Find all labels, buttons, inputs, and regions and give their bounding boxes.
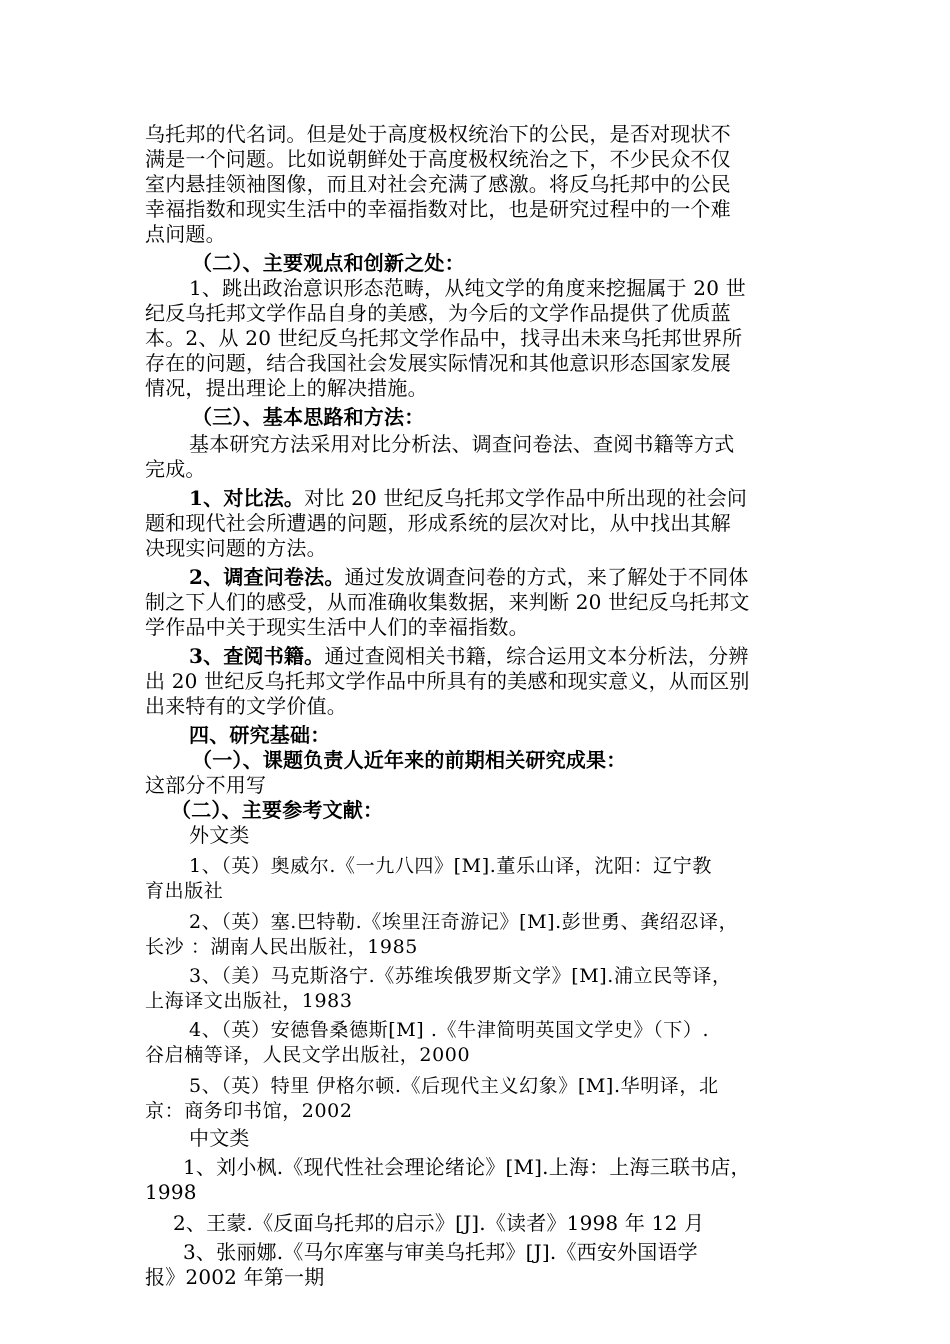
document-body	[145, 122, 813, 1290]
text-line: 育出版社	[145, 880, 224, 902]
note-text: 这部分不用写	[145, 773, 267, 797]
text-line: 情况，提出理论上的解决措施。	[145, 376, 428, 400]
text-line: 本。2、从 20 世纪反乌托邦文学作品中，找寻出未来乌托邦世界所	[145, 326, 743, 350]
text-line: 乌托邦的代名词。但是处于高度极权统治下的公民，是否对现状不	[145, 122, 731, 146]
text-line: 幸福指数和现实生活中的幸福指数对比，也是研究过程中的一个难	[145, 197, 731, 221]
text-line: 长沙 ：湖南人民出版社，1985	[145, 936, 418, 958]
paragraph-difficulty	[145, 122, 813, 247]
heading-main-views: （二）、主要观点和创新之处：	[192, 251, 465, 275]
heading-methods: （三）、基本思路和方法：	[192, 405, 425, 429]
method-comparison	[145, 486, 813, 561]
reference-item	[145, 1211, 813, 1236]
reference-item	[145, 1074, 813, 1124]
text-line: 3、查阅书籍。通过查阅相关书籍，综合运用文本分析法，分辨	[189, 644, 749, 668]
text-line: 基本研究方法采用对比分析法、调查问卷法、查阅书籍等方式	[189, 432, 735, 456]
text-line: 上海译文出版社，1983	[145, 990, 353, 1012]
text-line: 1、刘小枫.《现代性社会理论绪论》[M].上海：上海三联书店，	[183, 1155, 751, 1179]
text-line: 5、（英）特里 伊格尔顿.《后现代主义幻象》[M].华明译，北	[189, 1075, 719, 1097]
method-lead: 3、查阅书籍。	[189, 644, 325, 668]
text-line: 出来特有的文学价值。	[145, 694, 347, 718]
chinese-references-list	[145, 1155, 813, 1290]
reference-item	[145, 1240, 813, 1290]
foreign-references-list	[145, 854, 813, 1124]
text-line: 报》2002 年第一期	[145, 1265, 325, 1289]
text-line: 4、（英）安德鲁桑德斯[M] .《牛津简明英国文学史》（下）.	[189, 1019, 710, 1041]
method-lead: 1、对比法。	[189, 486, 305, 510]
text-line: 1、对比法。对比 20 世纪反乌托邦文学作品中所出现的社会问	[189, 486, 748, 510]
text-line: 2、调查问卷法。通过发放调查问卷的方式，来了解处于不同体	[189, 565, 749, 589]
reference-item	[145, 1155, 813, 1205]
text-line: 制之下人们的感受，从而准确收集数据，来判断 20 世纪反乌托邦文	[145, 590, 750, 614]
text-line: 点问题。	[145, 222, 226, 246]
reference-item	[145, 854, 813, 904]
reference-item	[145, 910, 813, 960]
reference-item	[145, 1018, 813, 1068]
text-line: 学作品中关于现实生活中人们的幸福指数。	[145, 615, 529, 639]
text-line: 纪反乌托邦文学作品自身的美感，为今后的文学作品提供了优质蓝	[145, 301, 731, 325]
heading-references: （二）、主要参考文献：	[171, 798, 384, 822]
reference-item	[145, 964, 813, 1014]
text-line: 京：商务印书馆，2002	[145, 1100, 353, 1122]
text-line: 1998	[145, 1180, 197, 1204]
paragraph-methods-intro	[145, 432, 813, 482]
text-line: 2、（英）塞.巴特勒.《埃里汪奇游记》[M].彭世勇、龚绍忍译，	[189, 911, 739, 933]
text-line: 1、（英）奥威尔.《一九八四》[M].董乐山译，沈阳：辽宁教	[189, 855, 712, 877]
text-line: 出 20 世纪反乌托邦文学作品中所具有的美感和现实意义，从而区别	[145, 669, 750, 693]
method-lead: 2、调查问卷法。	[189, 565, 345, 589]
chinese-references-title: 中文类	[189, 1126, 250, 1150]
text-line: 3、（美）马克斯洛宁.《苏维埃俄罗斯文学》[M].浦立民等译，	[189, 965, 732, 987]
heading-research-basis: 四、研究基础：	[189, 723, 331, 747]
text-line: 谷启楠等译，人民文学出版社，2000	[145, 1044, 471, 1066]
text-line: 题和现代社会所遭遇的问题，形成系统的层次对比，从中找出其解	[145, 511, 731, 535]
foreign-references-title: 外文类	[189, 823, 250, 847]
text-line: 存在的问题，结合我国社会发展实际情况和其他意识形态国家发展	[145, 351, 731, 375]
method-books	[145, 644, 813, 719]
heading-previous-results: （一）、课题负责人近年来的前期相关研究成果：	[192, 748, 627, 772]
text-line: 2、王蒙.《反面乌托邦的启示》[J].《读者》1998 年 12 月	[173, 1211, 705, 1235]
text-line: 1、跳出政治意识形态范畴，从纯文学的角度来挖掘属于 20 世	[189, 276, 746, 300]
method-survey	[145, 565, 813, 640]
text-line: 完成。	[145, 457, 206, 481]
text-line: 决现实问题的方法。	[145, 536, 327, 560]
paragraph-main-views	[145, 276, 813, 401]
text-line: 满是一个问题。比如说朝鲜处于高度极权统治之下，不少民众不仅	[145, 147, 731, 171]
text-line: 室内悬挂领袖图像，而且对社会充满了感激。将反乌托邦中的公民	[145, 172, 731, 196]
text-line: 3、张丽娜.《马尔库塞与审美乌托邦》[J].《西安外国语学	[183, 1240, 698, 1264]
